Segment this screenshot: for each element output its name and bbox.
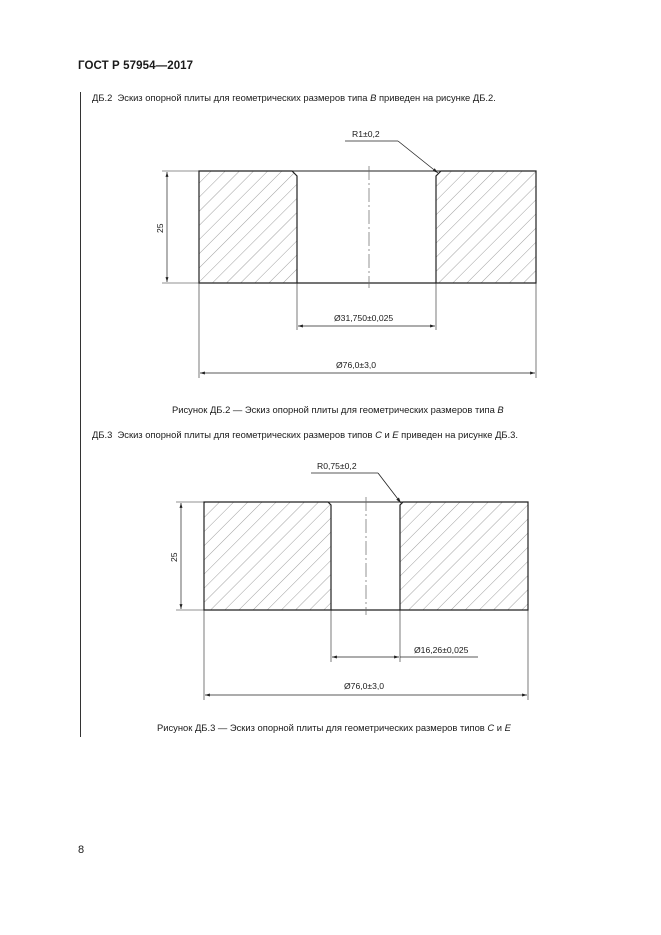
paragraph-text: Эскиз опорной плиты для геометрических размеров типов (117, 429, 376, 440)
page-number: 8 (78, 844, 85, 856)
radius-label: R1±0,2 (352, 129, 380, 139)
caption-type-letter-e: E (504, 722, 511, 733)
paragraph-text-end: приведен на рисунке ДБ.3. (398, 429, 518, 440)
caption-text: Рисунок ДБ.2 — Эскиз опорной плиты для геометрических размеров типа (172, 404, 498, 415)
outer-label: Ø76,0±3,0 (344, 681, 385, 691)
bore-label: Ø31,750±0,025 (334, 313, 394, 323)
paragraph-number: ДБ.3 (92, 429, 113, 440)
standard-designation: ГОСТ Р 57954—2017 (78, 60, 194, 72)
type-letter-e: E (392, 429, 399, 440)
type-letter: B (370, 92, 377, 103)
plate-section-db3 (204, 497, 528, 615)
caption-text: Рисунок ДБ.3 — Эскиз опорной плиты для геометрических размеров типов (157, 722, 488, 733)
radius-callout-db3 (311, 461, 401, 503)
paragraph-number: ДБ.2 (92, 92, 113, 103)
left-hatched-wall (204, 502, 331, 610)
bore-dimension-db3 (331, 610, 478, 662)
figure-db3-caption (157, 722, 511, 733)
height-label: 25 (169, 552, 179, 562)
bore-label: Ø16,26±0,025 (414, 645, 469, 655)
caption-conjunction: и (494, 722, 505, 733)
height-dimension-db3 (169, 502, 204, 610)
radius-label: R0,75±0,2 (317, 461, 357, 471)
outer-dimension-db3 (204, 610, 528, 700)
paragraph-text-end: приведен на рисунке ДБ.2. (376, 92, 496, 103)
outer-label: Ø76,0±3,0 (336, 360, 377, 370)
paragraph-text: Эскиз опорной плиты для геометрических размеров типа (117, 92, 371, 103)
type-letter-c: C (375, 429, 382, 440)
caption-type-letter-c: C (487, 722, 495, 733)
paragraph-conjunction: и (381, 429, 393, 440)
height-label: 25 (155, 223, 165, 233)
right-hatched-wall (400, 502, 528, 610)
caption-type-letter: B (497, 404, 504, 415)
